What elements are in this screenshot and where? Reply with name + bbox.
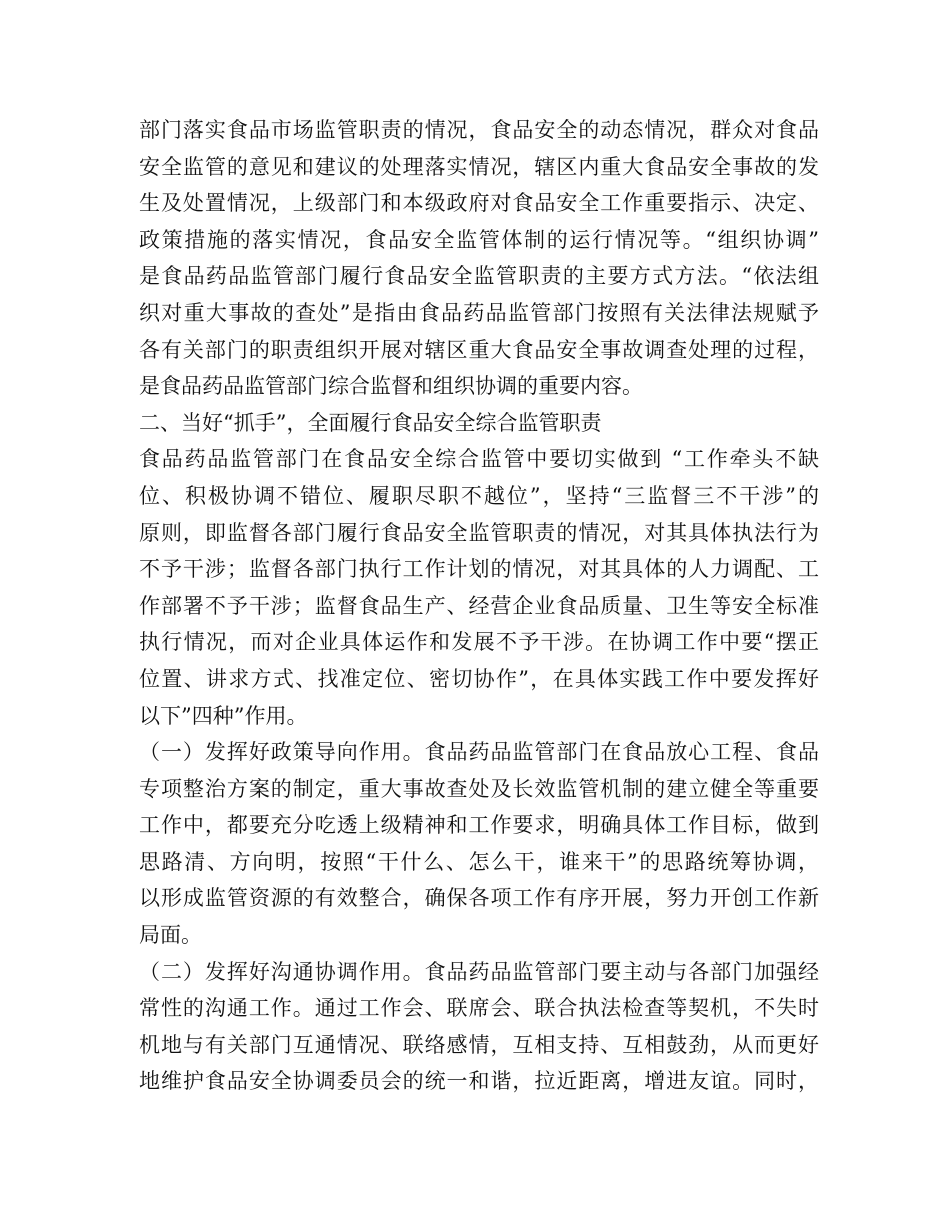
text-line-22: 以形成监管资源的有效整合，确保各项工作有序开展，努力开创工作新 (139, 886, 819, 911)
text-line-18: （一）发挥好政策导向作用。食品药品监管部门在食品放心工程、食品 (139, 740, 819, 765)
text-line-12: 原则，即监督各部门履行食品安全监管职责的情况，对其具体执法行为 (139, 520, 819, 545)
section-heading: 二、当好“抓手”，全面履行食品安全综合监管职责 (139, 410, 602, 435)
text-line-5: 是食品药品监管部门履行食品安全监管职责的主要方式方法。“依法组 (139, 264, 819, 289)
document-body (139, 112, 819, 1100)
text-line-10: 食品药品监管部门在食品安全综合监管中要切实做到 “工作牵头不缺 (139, 447, 819, 472)
text-line-20: 工作中，都要充分吃透上级精神和工作要求，明确具体工作目标，做到 (139, 813, 819, 838)
text-line-23: 局面。 (139, 923, 202, 948)
text-line-15: 执行情况，而对企业具体运作和发展不予干涉。在协调工作中要“摆正 (139, 630, 819, 655)
text-line-7: 各有关部门的职责组织开展对辖区重大食品安全事故调查处理的过程， (139, 337, 819, 362)
text-line-14: 作部署不予干涉；监督食品生产、经营企业食品质量、卫生等安全标准 (139, 593, 819, 618)
text-line-19: 专项整治方案的制定，重大事故查处及长效监管机制的建立健全等重要 (139, 776, 819, 801)
text-line-8: 是食品药品监管部门综合监督和组织协调的重要内容。 (139, 374, 643, 399)
text-line-27: 地维护食品安全协调委员会的统一和谐，拉近距离，增进友谊。同时， (139, 1069, 819, 1094)
text-line-13: 不予干涉；监督各部门执行工作计划的情况，对其具体的人力调配、工 (139, 557, 819, 582)
text-line-17: 以下”四种”作用。 (139, 703, 308, 728)
text-line-24: （二）发挥好沟通协调作用。食品药品监管部门要主动与各部门加强经 (139, 959, 819, 984)
text-line-11: 位、积极协调不错位、履职尽职不越位”，坚持“三监督三不干涉”的 (139, 483, 819, 508)
text-line-21: 思路清、方向明，按照“干什么、怎么干，谁来干”的思路统筹协调， (139, 849, 819, 874)
text-line-26: 机地与有关部门互通情况、联络感情，互相支持、互相鼓劲，从而更好 (139, 1032, 819, 1057)
text-line-1: 部门落实食品市场监管职责的情况，食品安全的动态情况，群众对食品 (139, 118, 819, 142)
text-line-4: 政策措施的落实情况，食品安全监管体制的运行情况等。“组织协调” (139, 227, 819, 252)
text-line-2: 安全监管的意见和建议的处理落实情况，辖区内重大食品安全事故的发 (139, 154, 819, 179)
text-line-3: 生及处置情况，上级部门和本级政府对食品安全工作重要指示、决定、 (139, 191, 819, 216)
text-line-16: 位置、讲求方式、找准定位、密切协作”，在具体实践工作中要发挥好 (139, 666, 819, 691)
text-line-25: 常性的沟通工作。通过工作会、联席会、联合执法检查等契机，不失时 (139, 996, 819, 1021)
text-line-6: 织对重大事故的查处”是指由食品药品监管部门按照有关法律法规赋予 (139, 300, 819, 325)
